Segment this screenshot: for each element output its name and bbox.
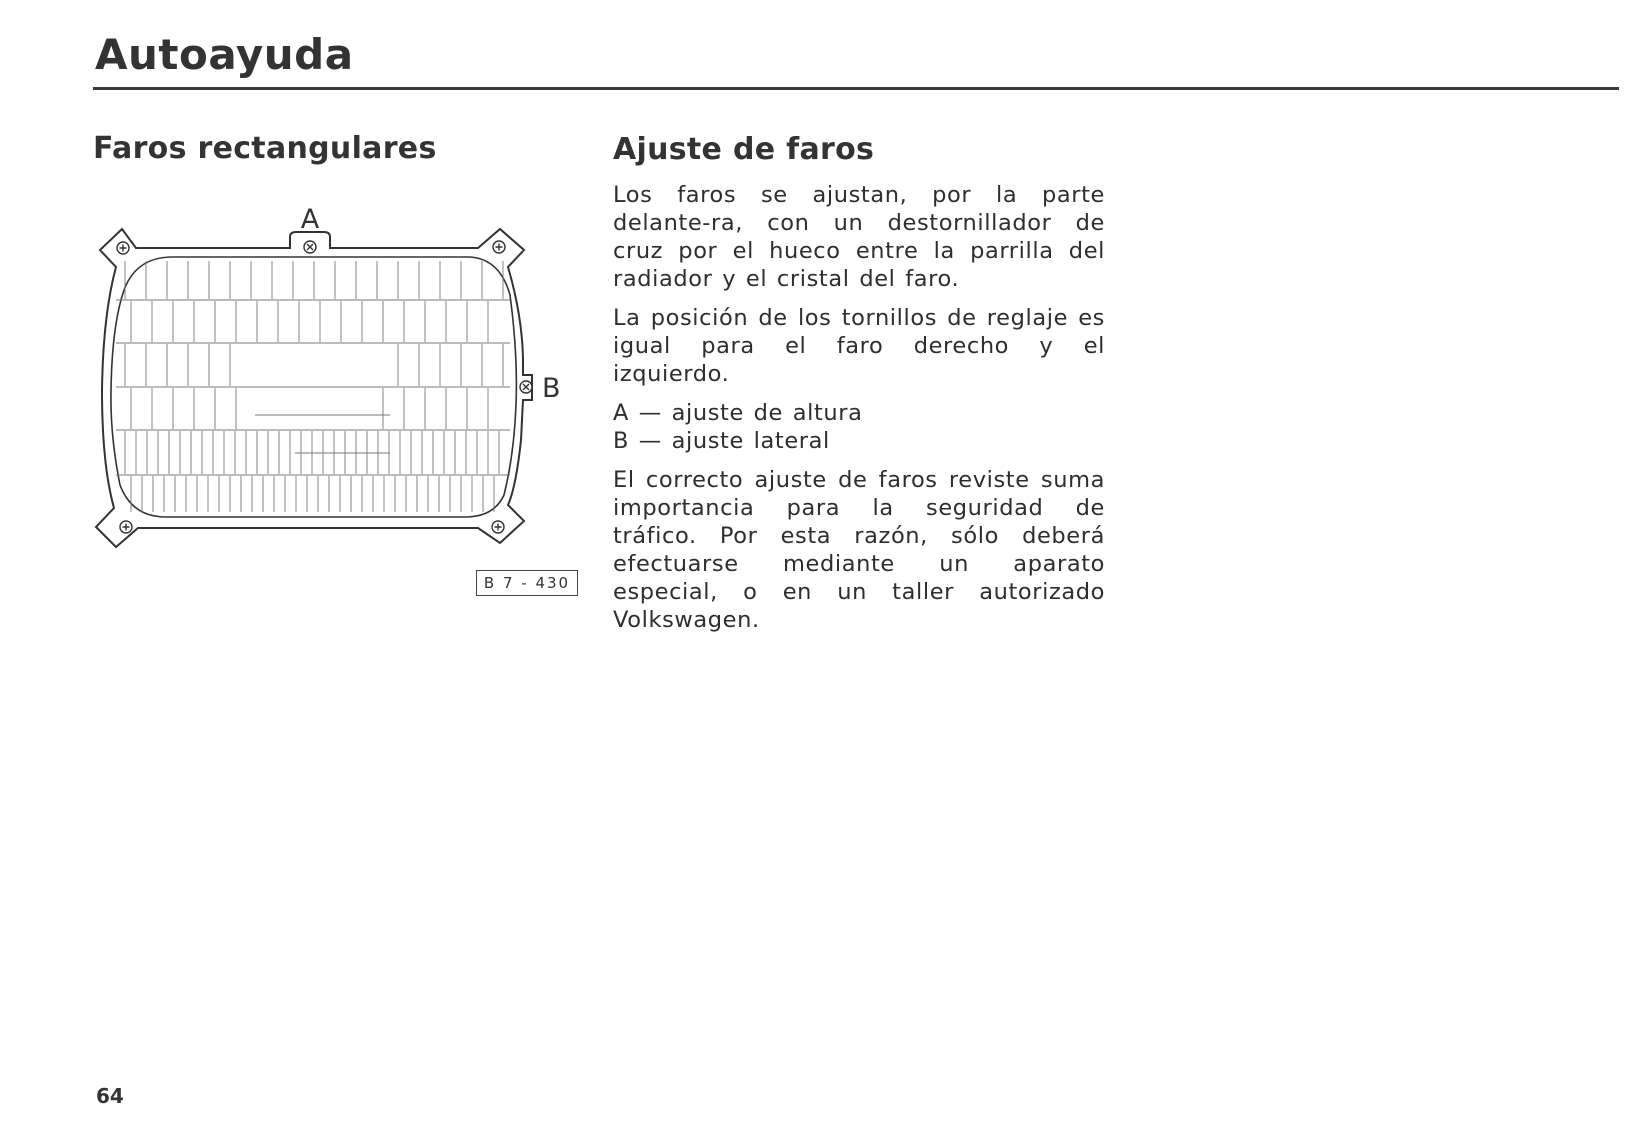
legend-item-a: A — ajuste de altura — [613, 400, 863, 426]
corner-screw-icon — [493, 241, 505, 253]
corner-screw-icon — [492, 521, 504, 533]
headlight-diagram — [90, 195, 590, 605]
callout-a: A — [300, 204, 320, 235]
instructions-text — [613, 181, 1105, 645]
paragraph-importance: El correcto ajuste de faros reviste suma importancia para la seguridad de tráfico. Por esta razón, sólo deberá efectuarse mediante un aparato especial, o en un taller autorizado Volkswagen. — [613, 467, 1105, 633]
page-number: 64 — [96, 1084, 124, 1108]
paragraph-adjustment-method: Los faros se ajustan, por la parte delante-ra, con un destornillador de cruz por el hueco entre la parrilla del radiador y el cristal del faro. — [613, 182, 1105, 292]
callout-b: B — [542, 373, 561, 404]
callout-legend — [613, 399, 1105, 455]
section-heading-ajuste-de-faros: Ajuste de faros — [613, 132, 875, 167]
header-rule — [93, 87, 1619, 90]
chapter-title: Autoayuda — [95, 30, 354, 79]
adjust-screw-a-icon — [304, 241, 316, 253]
corner-screw-icon — [117, 242, 129, 254]
paragraph-screw-position: La posición de los tornillos de reglaje es igual para el faro derecho y el izquierdo. — [613, 305, 1105, 387]
legend-item-b: B — ajuste lateral — [613, 428, 830, 454]
corner-screw-icon — [120, 521, 132, 533]
figure-code-label: B 7 - 430 — [476, 570, 578, 596]
headlight-illustration — [90, 195, 590, 605]
section-heading-faros-rectangulares: Faros rectangulares — [93, 131, 437, 166]
adjust-screw-b-icon — [520, 381, 532, 393]
lens-grid-pattern — [116, 261, 510, 512]
